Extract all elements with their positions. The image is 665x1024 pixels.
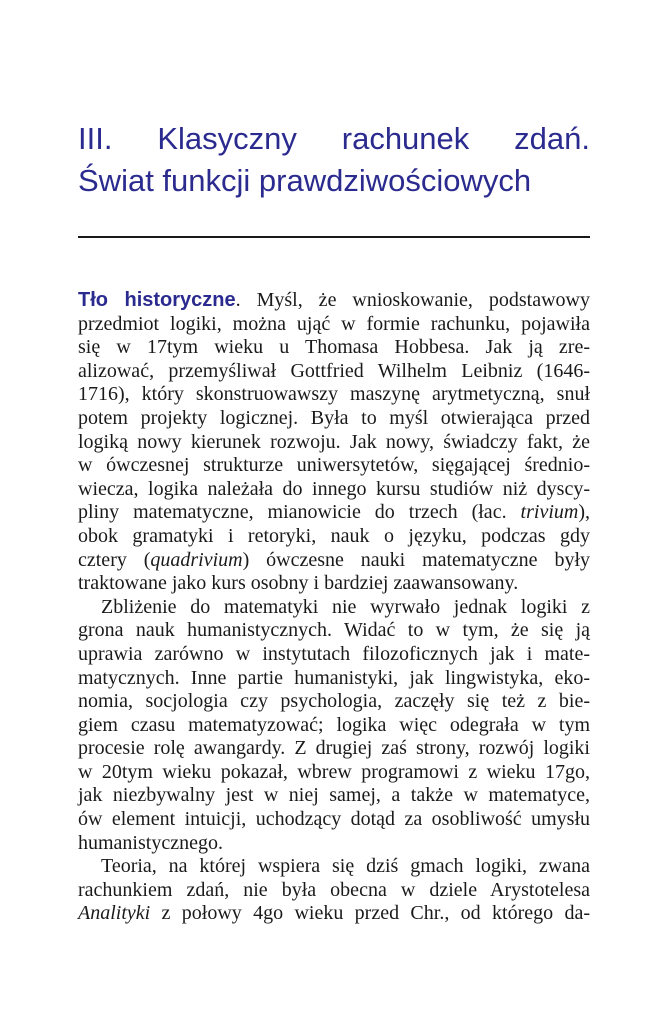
text-line: Zbliżenie do matematyki nie wyrwało jednak logiki z xyxy=(101,595,590,618)
text-line: ów element intuicji, uchodzący dotąd za osobliwość umysłu xyxy=(78,808,590,831)
text-line: w ówczesnej strukturze uniwersytetów, sięgającej średnio- xyxy=(78,454,590,477)
section-label: Tło historyczne xyxy=(78,289,236,311)
text-line: wiecza, logika należała do innego kursu studiów niż dyscy- xyxy=(78,477,590,500)
text-line: w 20tym wieku pokazał, wbrew programowi z wieku 17go, xyxy=(78,760,590,783)
italic-term: trivium xyxy=(520,501,579,524)
text-line: rachunkiem zdań, nie była obecna w dziele Arystotelesa xyxy=(78,878,590,901)
title-word: Klasyczny xyxy=(157,121,297,156)
text-line: cztery (quadrivium) ówczesne nauki matematyczne były xyxy=(78,548,590,571)
body-text xyxy=(78,289,590,926)
text-line: pliny matematyczne, mianowicie do trzech (łac. trivium), xyxy=(78,501,590,524)
text-line: alizować, przemyśliwał Gottfried Wilhelm Leibniz (1646- xyxy=(78,359,590,382)
text-line: procesie rolę awangardy. Z drugiej zaś strony, rozwój logiki xyxy=(78,737,590,760)
title-divider xyxy=(78,236,590,238)
chapter-title-line-1 xyxy=(78,118,590,160)
text-line: uprawia zarówno w instytutach filozoficznych jak i mate- xyxy=(78,642,590,665)
chapter-title xyxy=(78,118,590,202)
chapter-title-line-2: Świat funkcji prawdziwościowych xyxy=(78,163,532,198)
text-line: się w 17tym wieku u Thomasa Hobbesa. Jak ją zre- xyxy=(78,336,590,359)
text-line: humanistycznego. xyxy=(78,831,223,854)
title-word: zdań. xyxy=(514,121,590,156)
title-word: rachunek xyxy=(341,121,470,156)
text-line: giem czasu matematyzować; logika więc odegrała w tym xyxy=(78,713,590,736)
italic-term: quadrivium xyxy=(150,548,243,571)
text-line: Tło historyczne. Myśl, że wnioskowanie, podstawowy xyxy=(78,289,590,311)
text-line: Analityki z połowy 4go wieku przed Chr., od którego da- xyxy=(78,902,590,925)
italic-term: Analityki xyxy=(78,902,151,925)
text-line: 1716), który skonstruowawszy maszynę arytmetyczną, snuł xyxy=(78,383,590,406)
text-line: potem projekty logicznej. Była to myśl otwierająca przed xyxy=(78,406,590,429)
title-word: III. xyxy=(78,121,113,156)
text-line: logiką nowy kierunek rozwoju. Jak nowy, świadczy fakt, że xyxy=(78,430,590,453)
text-line: przedmiot logiki, można ująć w formie rachunku, pojawiła xyxy=(78,312,590,335)
text-line: matycznych. Inne partie humanistyki, jak lingwistyka, eko- xyxy=(78,666,590,689)
text-line: jak niezbywalny jest w niej samej, a także w matematyce, xyxy=(78,784,590,807)
text-line: obok gramatyki i retoryki, nauk o języku, podczas gdy xyxy=(78,524,590,547)
text-line: grona nauk humanistycznych. Widać to w tym, że się ją xyxy=(78,619,590,642)
text-line: nomia, socjologia czy psychologia, zaczęły się też z bie- xyxy=(78,690,590,713)
text-line: Teoria, na której wspiera się dziś gmach logiki, zwana xyxy=(101,855,590,878)
text-line: traktowane jako kurs osobny i bardziej zaawansowany. xyxy=(78,572,519,595)
